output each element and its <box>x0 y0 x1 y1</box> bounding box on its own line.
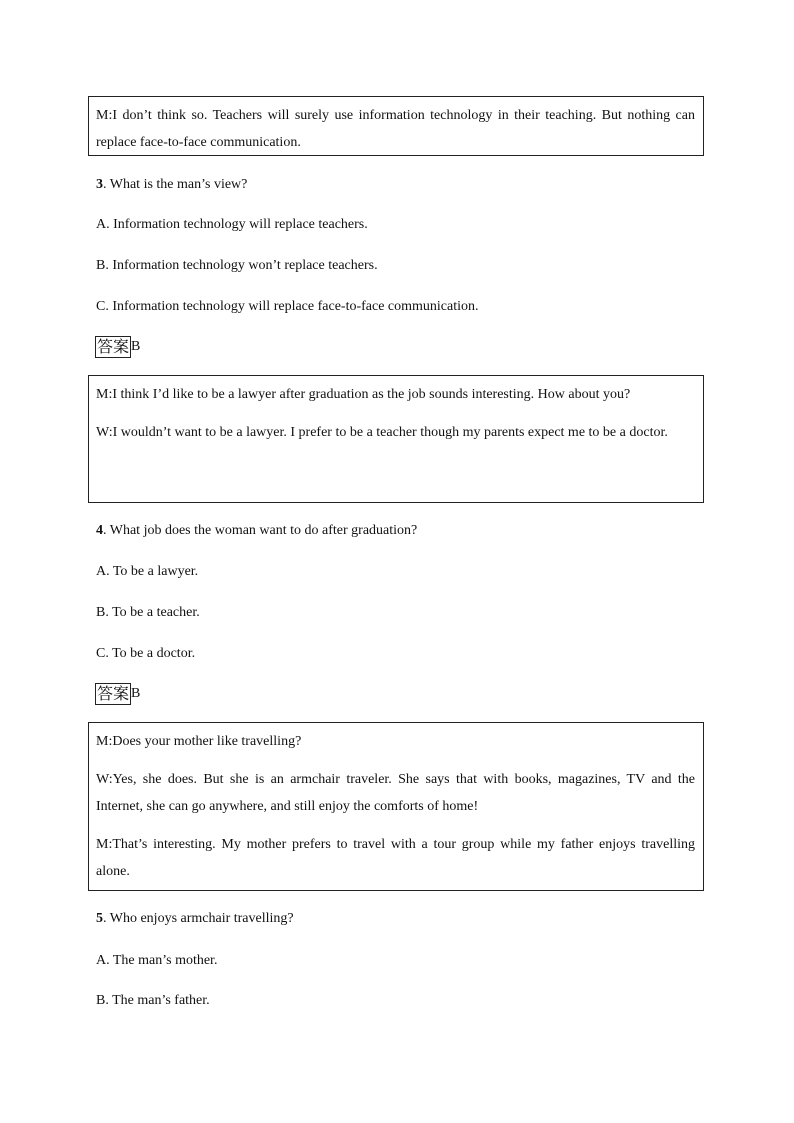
option-c: C. Information technology will replace face-to-face communication. <box>96 299 479 314</box>
option-a: A. To be a lawyer. <box>96 564 199 579</box>
question-number: 5 <box>96 911 103 926</box>
question-text: . What job does the woman want to do after graduation? <box>103 523 418 538</box>
dialogue-box-2 <box>88 375 704 503</box>
answer-value: B <box>131 686 141 701</box>
dialogue-box-1 <box>88 96 704 156</box>
question-number: 3 <box>96 177 103 192</box>
dialogue-line: M:I think I’d like to be a lawyer after graduation as the job sounds interesting. How about you? <box>96 387 631 402</box>
option-b: B. To be a teacher. <box>96 605 200 620</box>
answer-value: B <box>131 339 141 354</box>
option-a: A. The man’s mother. <box>96 953 218 968</box>
answer-3 <box>95 336 140 358</box>
dialogue-line: W:Yes, she does. But she is an armchair traveler. She says that with books, magazines, TV and the Internet, she can go anywhere, and still enjoy the comforts of home! <box>96 772 695 814</box>
question-text: . Who enjoys armchair travelling? <box>103 911 294 926</box>
question-text: . What is the man’s view? <box>103 177 248 192</box>
answer-tag: 答案 <box>97 337 130 356</box>
question-3 <box>96 175 247 195</box>
option-b: B. Information technology won’t replace teachers. <box>96 258 378 273</box>
answer-4 <box>95 683 140 705</box>
option-a: A. Information technology will replace teachers. <box>96 217 368 232</box>
dialogue-line: W:I wouldn’t want to be a lawyer. I prefer to be a teacher though my parents expect me to be a doctor. <box>96 425 668 440</box>
dialogue-line: M:I don’t think so. Teachers will surely use information technology in their teaching. But nothing can replace face-to-face communication. <box>96 108 695 150</box>
question-number: 4 <box>96 523 103 538</box>
dialogue-box-3 <box>88 722 704 891</box>
question-4 <box>96 521 417 541</box>
dialogue-line: M:That’s interesting. My mother prefers to travel with a tour group while my father enjoys travelling alone. <box>96 837 695 879</box>
dialogue-line: M:Does your mother like travelling? <box>96 734 302 749</box>
question-5 <box>96 909 294 929</box>
answer-tag: 答案 <box>97 684 130 703</box>
option-b: B. The man’s father. <box>96 993 210 1008</box>
option-c: C. To be a doctor. <box>96 646 196 661</box>
